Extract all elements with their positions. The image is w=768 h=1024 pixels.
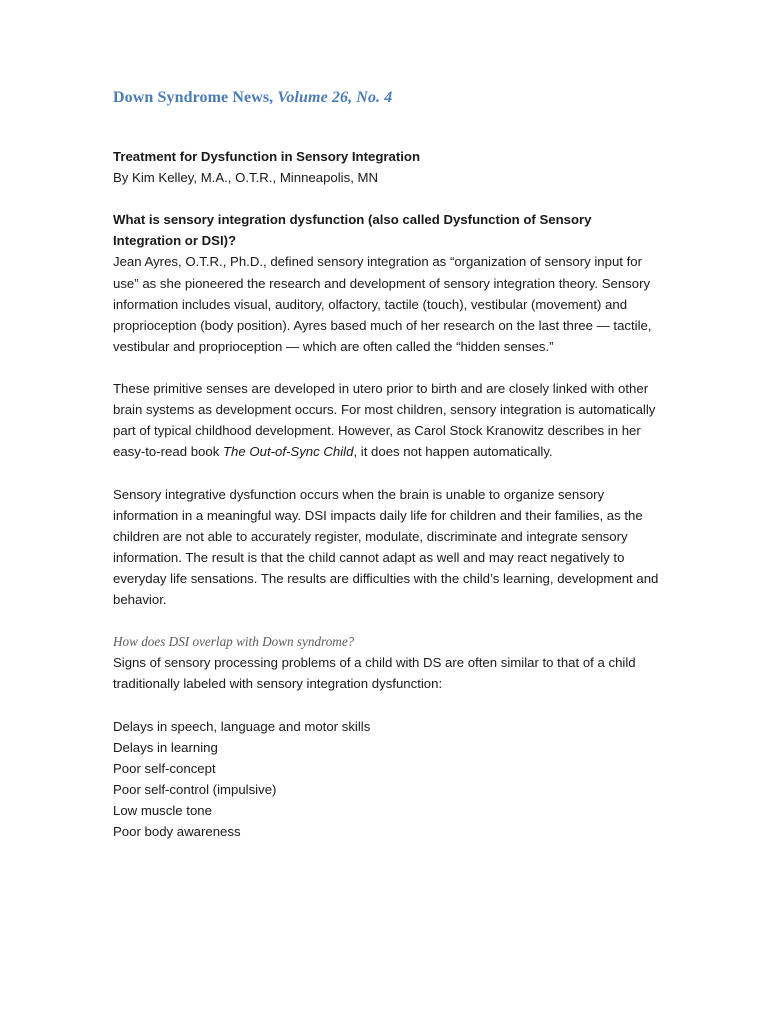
section-question: What is sensory integration dysfunction (also called Dysfunction of Sensory Integration or DSI)? (113, 212, 592, 249)
signs-list (113, 716, 663, 843)
section-subhead: How does DSI overlap with Down syndrome? (113, 634, 355, 650)
article-title: Treatment for Dysfunction in Sensory Integration (113, 149, 421, 164)
publication-name: Down Syndrome News, (113, 89, 274, 106)
paragraph-3: Sensory integrative dysfunction occurs when the brain is unable to organize sensory information in a meaningful way. DSI impacts daily life for children and their families, as the children are not able to accurately register, modulate, discriminate and integrate sensory information. The result is that the child cannot adapt as well and may react negatively to everyday life sensations. The results are difficulties with the child’s learning, development and behavior. (113, 486, 659, 607)
issue-number: Volume 26, No. 4 (277, 89, 393, 106)
list-item: Poor body awareness (113, 824, 241, 839)
article-body (113, 146, 663, 842)
masthead (113, 89, 392, 107)
paragraph-2-end: , it does not happen automatically. (353, 444, 553, 460)
paragraph-2 (113, 378, 663, 462)
paragraph-4: Signs of sensory processing problems of a child with DS are often similar to that of a child traditionally labeled with sensory integration dysfunction: (113, 655, 636, 692)
list-item: Poor self-control (impulsive) (113, 781, 277, 797)
list-item: Poor self-concept (113, 760, 216, 776)
book-title: The Out-of-Sync Child (222, 444, 354, 460)
paragraph-1: Jean Ayres, O.T.R., Ph.D., defined sensory integration as “organization of sensory input for use” as she pioneered the research and development of sensory integration theory. Sensory information includes visual, auditory, olfactory, tactile (touch), vestibular (movement) and proprioception (body position). Ayres based much of her research on the last three — tactile, vestibular and proprioception — which are often called the “hidden senses.” (113, 254, 652, 354)
list-item: Delays in learning (113, 739, 218, 755)
list-item: Delays in speech, language and motor skills (113, 718, 371, 734)
paragraph-2-start: These primitive senses are developed in utero prior to birth and are closely linked with other brain systems as development occurs. For most children, sensory integration is automatically part of typical childhood development. However, as Carol Stock Kranowitz describes in her easy-to-read book (113, 381, 656, 460)
list-item: Low muscle tone (113, 802, 212, 818)
article-byline: By Kim Kelley, M.A., O.T.R., Minneapolis, MN (113, 170, 379, 186)
